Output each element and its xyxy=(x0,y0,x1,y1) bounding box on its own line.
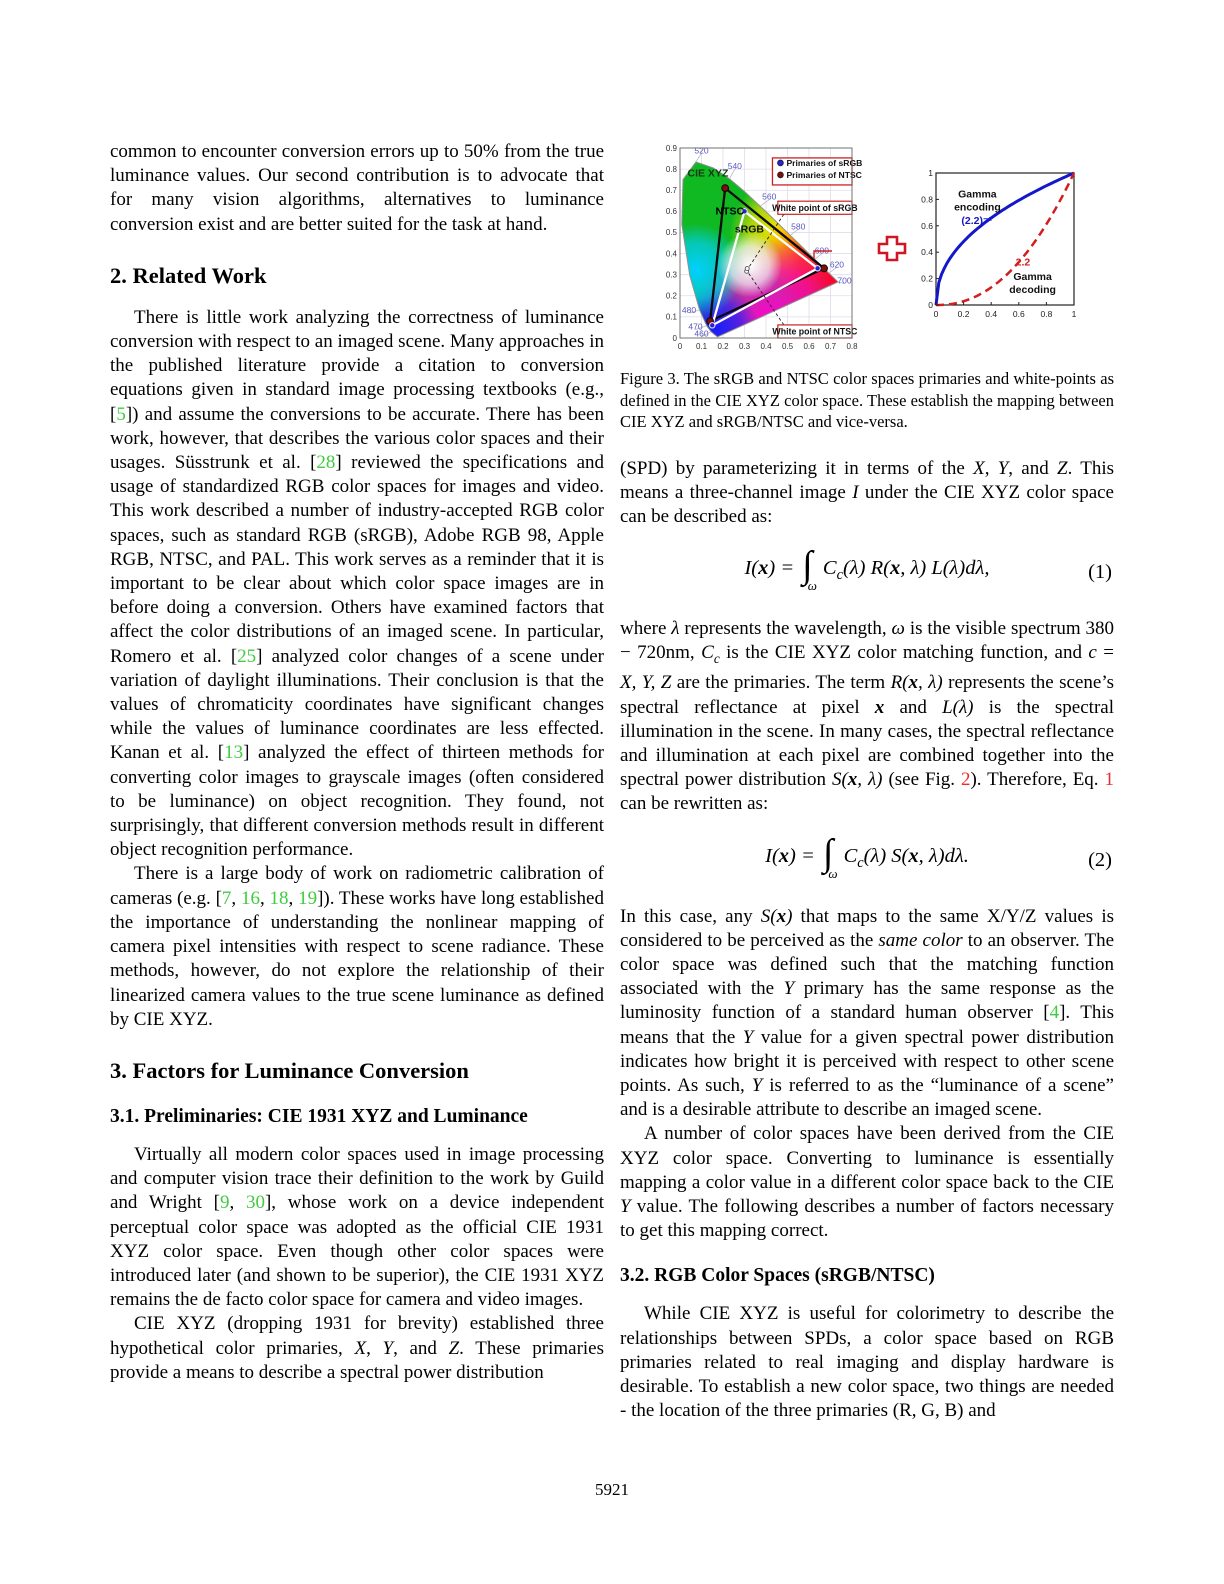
y-tick-label: 0.4 xyxy=(921,247,933,258)
text-run: that maps to the same X/Y/Z values is considered to be perceived as the xyxy=(620,905,1114,951)
paragraph xyxy=(110,140,604,237)
two-column-body xyxy=(110,140,1114,1423)
text-run: x xyxy=(778,844,790,867)
paragraph xyxy=(110,862,604,1031)
paragraph xyxy=(110,306,604,863)
legend-entry: Primaries of sRGB xyxy=(786,157,863,168)
y-tick-label: 0 xyxy=(672,333,677,343)
text-run: , xyxy=(259,887,270,909)
text-run: Z xyxy=(448,1337,460,1359)
text-run: is the spectral illumination in the scene. In many cases, the spectral reflectance and illumination at each pixel are combined together into the spectral power distribution xyxy=(620,696,1114,791)
left-column-blocks xyxy=(110,140,604,1385)
equation-body xyxy=(744,544,990,594)
x-tick-label: 0.8 xyxy=(1040,309,1053,319)
x-tick-label: 0.1 xyxy=(695,342,708,351)
figure-3-plots xyxy=(620,140,1114,356)
paragraph xyxy=(620,1122,1114,1243)
text-run: ]). These works have long established the importance of understanding the nonlinear mapping of camera pixel intensities with respect to scene radiance. These methods, however, do not explore the relationship of their linearized camera values to the true scene luminance as defined by CIE XYZ. xyxy=(110,887,604,1030)
text-run: represents the wavelength, xyxy=(679,618,892,640)
cross-arrow-shape xyxy=(879,237,905,260)
equation-number: (1) xyxy=(1088,561,1112,584)
wavelength-label: 580 xyxy=(791,221,806,232)
wavelength-label: 560 xyxy=(762,191,777,202)
text-run: ]. This means that the xyxy=(620,1002,1115,1048)
internal-ref-link[interactable]: 2 xyxy=(960,769,971,791)
white-point-srgb xyxy=(745,267,749,271)
text-run: value. The following describes a number of factors necessary to get this mapping correct. xyxy=(620,1195,1114,1242)
x-tick-label: 0.2 xyxy=(717,342,729,351)
citation-link[interactable]: 19 xyxy=(298,887,318,909)
text-run: primary has the same response as the luminosity function of a standard human observer [ xyxy=(620,978,1114,1024)
y-tick-label: 0.6 xyxy=(665,207,677,217)
section-heading: 2. Related Work xyxy=(110,262,267,288)
primary-dot-srgb xyxy=(710,323,715,328)
chromaticity-diagram xyxy=(650,140,872,356)
wavelength-label: 480 xyxy=(681,305,697,316)
paragraph xyxy=(110,1312,604,1385)
citation-link[interactable]: 16 xyxy=(240,887,260,909)
text-run: ] reviewed the specifications and usage of standardized RGB color spaces for images and video. This work described a number of industry-accepted RGB color spaces, such as standard RGB (sRGB), Adobe RGB 98, Apple RGB, NTSC, and PAL. This work serves as a reminder that it is important to be clear about which color space images are in before doing a conversion. Others have examined factors that affect the color distributions of an imaged scene. In particular, Romero et al. [ xyxy=(110,452,604,667)
left-column xyxy=(110,140,604,1423)
x-tick-label: 0.2 xyxy=(957,309,970,319)
area-label: NTSC xyxy=(715,205,745,218)
y-tick-label: 1 xyxy=(928,168,933,178)
text-run: (λ) R( xyxy=(842,557,890,580)
figure-caption: Figure 3. The sRGB and NTSC color spaces primaries and white-points as defined in the CIE XYZ color space. These establish the mapping between CIE XYZ and sRGB/NTSC and vice-versa. xyxy=(620,369,1114,431)
figure-3 xyxy=(620,140,1114,433)
text-run: λ xyxy=(671,618,680,640)
text-run: CIE XYZ (dropping 1931 for brevity) established three hypothetical color primaries, xyxy=(110,1313,604,1359)
section-heading: 3. Factors for Luminance Conversion xyxy=(110,1057,469,1083)
text-run: S( xyxy=(760,905,777,927)
text-run: , λ) xyxy=(857,769,883,791)
text-run: Y xyxy=(382,1337,394,1359)
paragraph xyxy=(620,905,1114,1123)
paragraph xyxy=(620,617,1114,816)
citation-link[interactable]: 7 xyxy=(221,887,232,909)
wavelength-label: 470 xyxy=(688,321,703,332)
paragraph xyxy=(620,457,1114,530)
primary-dot-ntsc xyxy=(821,265,828,272)
integral-limit: ω xyxy=(828,865,838,881)
curve-label: 2.2 xyxy=(1015,256,1031,269)
x-tick-label: 0.6 xyxy=(1012,309,1025,319)
gamma-curves-plot xyxy=(912,167,1084,329)
right-column xyxy=(620,140,1114,1423)
text-run: L(λ) xyxy=(942,696,974,718)
x-tick-label: 0 xyxy=(677,342,683,351)
text-run: is the visible spectrum 380 − 720nm, xyxy=(620,618,1114,664)
text-run: x xyxy=(776,905,787,927)
text-run: c xyxy=(1088,642,1097,664)
internal-ref-link[interactable]: 1 xyxy=(1104,769,1114,791)
text-run: is referred to as the “luminance of a scene” and is a desirable attribute to describe an imaged scene. xyxy=(620,1074,1114,1121)
text-run: Y xyxy=(783,978,795,1000)
text-run: C xyxy=(843,844,858,867)
citation-link[interactable]: 5 xyxy=(116,403,126,425)
area-label: CIE XYZ xyxy=(687,167,729,180)
text-run: under the CIE XYZ color space can be described as: xyxy=(620,481,1114,527)
text-run: While CIE XYZ is useful for colorimetry to describe the relationships between SPDs, a color space based on RGB primaries related to real imaging and display hardware is desirable. To establish a new color space, two things are needed - the location of the three primaries (R, G, B) and xyxy=(620,1303,1114,1422)
citation-link[interactable]: 30 xyxy=(245,1192,265,1214)
text-run: ) xyxy=(786,905,793,927)
paragraph xyxy=(110,1143,604,1312)
text-run: Z xyxy=(1056,457,1068,479)
text-run: . This means a three-channel image xyxy=(620,457,1115,503)
text-run: X, Y, Z xyxy=(620,672,672,694)
text-run: (see Fig. xyxy=(882,769,961,791)
primary-dot-ntsc xyxy=(722,185,729,192)
area-label: sRGB xyxy=(734,223,765,236)
text-run: (SPD) by parameterizing it in terms of the xyxy=(620,457,974,479)
mapping-cross-arrow-icon xyxy=(877,229,907,267)
integral-sign: $\int_\omega$ xyxy=(822,831,838,881)
text-run: c xyxy=(836,567,843,584)
text-run: value for a given spectral power distribution indicates how bright it is perceived with respect to other scene points. As such, xyxy=(620,1026,1114,1096)
citation-link[interactable]: 25 xyxy=(237,645,257,667)
text-run: x xyxy=(758,557,769,580)
text-run: , and xyxy=(1008,457,1057,479)
y-tick-label: 0.9 xyxy=(665,143,677,153)
text-run: can be rewritten as: xyxy=(620,793,769,815)
text-run: , xyxy=(231,887,241,909)
y-tick-label: 0.2 xyxy=(665,291,677,301)
x-tick-label: 0.8 xyxy=(846,342,858,351)
equation xyxy=(620,831,1114,889)
text-run: ) = xyxy=(789,844,820,867)
x-tick-label: 0.5 xyxy=(781,342,794,351)
text-run: and xyxy=(884,696,943,718)
text-run: c xyxy=(713,651,720,667)
text-run: same color xyxy=(878,929,963,951)
text-run: (λ) S( xyxy=(863,844,909,867)
y-tick-label: 0.4 xyxy=(665,249,677,259)
text-run: C xyxy=(822,557,837,580)
curve-label: decoding xyxy=(1009,283,1056,296)
text-run: , λ) L(λ)dλ, xyxy=(900,557,990,580)
y-tick-label: 0.6 xyxy=(921,220,933,231)
wavelength-label: 460 xyxy=(694,328,709,339)
legend-entry: Primaries of NTSC xyxy=(786,169,862,180)
text-run: There is little work analyzing the correctness of luminance conversion with respect to an imaged scene. Many approaches in the published literature provide a citation to conversion equations given in standard image processing textbooks (e.g., [ xyxy=(110,306,604,425)
y-tick-label: 0.3 xyxy=(665,270,677,280)
x-tick-label: 0.3 xyxy=(738,342,751,351)
y-tick-label: 0 xyxy=(928,300,933,310)
text-run: represents the scene’s spectral reflectance at pixel xyxy=(620,672,1114,718)
citation-link[interactable]: 28 xyxy=(316,452,336,474)
curve-label: encoding xyxy=(954,201,1001,214)
integral-sign: $\int_\omega$ xyxy=(802,544,817,594)
text-run: common to encounter conversion errors up to 50% from the true luminance values. Our second contribution is to advocate that for many vision algorithms, alternatives to luminance conversion exist and are better suited for the task at hand. xyxy=(110,141,604,235)
citation-link[interactable]: 4 xyxy=(1049,1002,1060,1024)
curve-label: (2.2)⁻¹ xyxy=(961,214,993,227)
x-tick-label: 0 xyxy=(933,309,939,319)
text-run: , xyxy=(229,1192,246,1214)
text-run: are the primaries. The term xyxy=(671,672,891,694)
x-tick-label: 0.4 xyxy=(985,309,998,319)
wavelength-label: 600 xyxy=(814,245,829,256)
equation xyxy=(620,543,1114,601)
wavelength-label: 620 xyxy=(829,259,845,270)
text-run: I( xyxy=(744,557,759,580)
text-run: = xyxy=(1096,642,1114,664)
text-run: Y xyxy=(742,1026,754,1048)
right-column-blocks xyxy=(620,457,1114,1424)
text-run: X xyxy=(973,457,985,479)
text-run: x xyxy=(908,844,919,867)
text-run: is the CIE XYZ color matching function, and xyxy=(719,642,1089,664)
y-tick-label: 0.8 xyxy=(665,164,677,174)
wavelength-label: 540 xyxy=(727,161,742,172)
y-tick-label: 0.7 xyxy=(665,186,677,196)
text-run: x xyxy=(847,769,858,791)
text-run: Y xyxy=(620,1195,631,1217)
text-run: ], whose work on a device independent perceptual color space was adopted as the official CIE 1931 XYZ color space. Even though other color spaces were introduced later (and shown to be superior), the CIE 1931 XYZ remains the de facto color space for camera and video images. xyxy=(110,1192,604,1311)
text-run: I( xyxy=(765,844,779,867)
text-run: Virtually all modern color spaces used in image processing and computer vision trace their definition to the work by Guild and Wright [ xyxy=(110,1143,604,1214)
curve-label: Gamma xyxy=(1013,270,1052,283)
white-point-annotation: White point of NTSC xyxy=(772,326,858,337)
text-run: . These primaries provide a means to describe a spectral power distribution xyxy=(110,1337,605,1383)
text-run: c xyxy=(857,854,864,871)
text-run: S( xyxy=(831,769,848,791)
citation-link[interactable]: 9 xyxy=(219,1192,230,1214)
text-run: ]) and assume the conversions to be accurate. There has been work, however, that describes the various color spaces and their usages. Süsstrunk et al. [ xyxy=(110,403,604,474)
citation-link[interactable]: 13 xyxy=(224,742,244,764)
text-run: In this case, any xyxy=(620,905,761,927)
x-tick-label: 0.4 xyxy=(760,342,772,351)
subsection-heading: 3.1. Preliminaries: CIE 1931 XYZ and Luminance xyxy=(110,1105,528,1127)
equation-body xyxy=(765,831,969,881)
text-run: x xyxy=(874,696,885,718)
text-run: There is a large body of work on radiometric calibration of cameras (e.g. [ xyxy=(110,863,604,909)
x-tick-label: 1 xyxy=(1071,309,1077,319)
text-run: I xyxy=(852,481,859,503)
y-tick-label: 0.2 xyxy=(921,273,933,284)
y-tick-label: 0.8 xyxy=(921,194,933,205)
text-run: , xyxy=(288,887,299,909)
equation-number: (2) xyxy=(1088,848,1112,871)
white-point-annotation: White point of sRGB xyxy=(772,202,858,213)
text-run: x xyxy=(908,672,919,694)
text-run: ). Therefore, Eq. xyxy=(970,769,1105,791)
page-number: 5921 xyxy=(595,1480,629,1499)
subsection-heading: 3.2. RGB Color Spaces (sRGB/NTSC) xyxy=(620,1265,935,1287)
wavelength-label: 520 xyxy=(694,145,709,156)
text-run: ] analyzed color changes of a scene under variation of daylight illuminations. Their conclusion is that the values of chromaticity coordinates have significant changes while the values of luminance coordinates are less effected. Kanan et al. [ xyxy=(110,645,604,764)
text-run: , λ)dλ. xyxy=(918,844,969,867)
text-run: x xyxy=(889,557,901,580)
text-run: X xyxy=(354,1337,367,1359)
x-tick-label: 0.6 xyxy=(803,342,815,351)
text-run: Y xyxy=(751,1074,763,1096)
text-run: R( xyxy=(890,672,909,694)
y-tick-label: 0.5 xyxy=(665,228,677,238)
text-run: ) = xyxy=(768,557,800,580)
text-run: , λ) xyxy=(918,672,943,694)
curve-label: Gamma xyxy=(958,188,997,201)
text-run: ] analyzed the effect of thirteen methods for converting color images to grayscale images (often considered to be luminance) on object recognition. They found, not surprisingly, that different conversion methods result in different object recognition performance. xyxy=(110,742,604,861)
text-run: C xyxy=(701,642,714,664)
text-run: , xyxy=(366,1337,383,1359)
text-run: to an observer. The color space was defined such that the matching function associated with the xyxy=(620,929,1115,1000)
primary-dot-srgb xyxy=(815,266,820,271)
y-tick-label: 0.1 xyxy=(665,312,677,322)
integral-limit: ω xyxy=(807,578,817,594)
wavelength-label: 700 xyxy=(837,275,852,286)
text-run: ω xyxy=(891,618,905,640)
citation-link[interactable]: 18 xyxy=(269,887,289,909)
paragraph xyxy=(620,1302,1114,1423)
text-run: where xyxy=(620,618,672,640)
text-run: , and xyxy=(393,1337,449,1359)
text-run: A number of color spaces have been derived from the CIE XYZ color space. Converting to luminance is essentially mapping a color value in a different color space back to the CIE xyxy=(620,1123,1114,1193)
text-run: , xyxy=(984,457,998,479)
text-run: Y xyxy=(997,457,1009,479)
x-tick-label: 0.7 xyxy=(824,342,837,351)
